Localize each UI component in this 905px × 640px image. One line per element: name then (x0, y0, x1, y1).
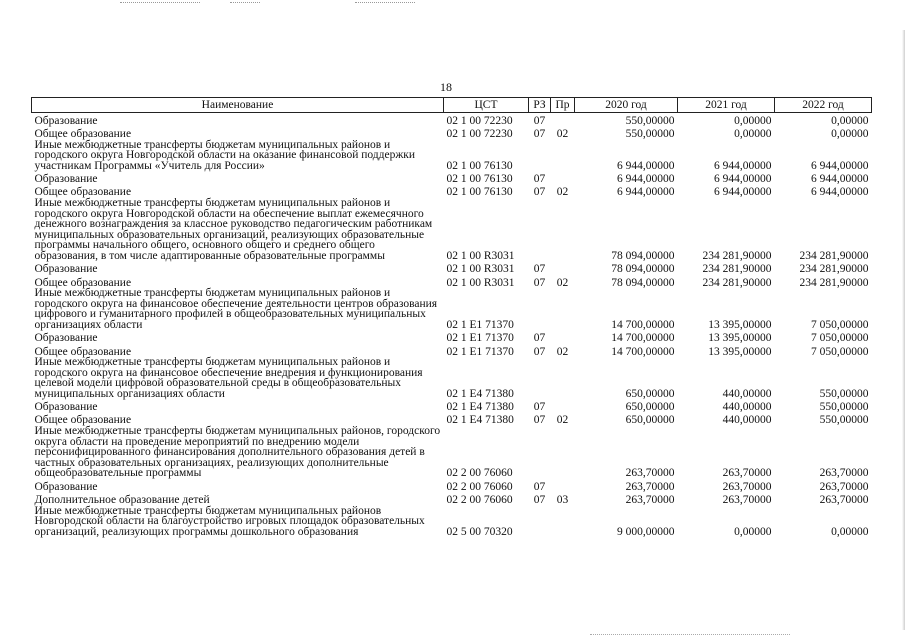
table-row (32, 171, 872, 184)
cell-y2022: 0,00000 (831, 114, 869, 127)
cell-y2021: 440,00000 (722, 401, 772, 414)
cell-cst: 02 1 E4 71380 (446, 414, 514, 427)
cell-rz: 07 (533, 173, 546, 186)
cell-y2020: 78 094,00000 (611, 276, 675, 289)
cell-y2020: 263,70000 (625, 480, 675, 493)
cell-name: Образование (34, 263, 98, 276)
cell-pr (551, 198, 575, 262)
col-header-2022: 2022 год (775, 98, 872, 113)
cell-y2021: 13 395,00000 (708, 345, 772, 358)
cell-y2020: 9 000,00000 (617, 525, 675, 538)
cell-y2020: 650,00000 (625, 414, 675, 427)
cell-name: Общее образование (34, 128, 132, 140)
cell-rz (529, 288, 551, 330)
cell-pr (551, 399, 575, 412)
cell-y2022: 6 944,00000 (811, 173, 869, 186)
cell-rz (529, 140, 551, 172)
cell-y2020: 650,00000 (625, 401, 675, 414)
cell-y2021: 0,00000 (734, 114, 772, 127)
cell-y2022: 263,70000 (819, 467, 869, 480)
cell-name: Иные межбюджетные трансферты бюджетам муниципальных районов Новгородской области на благоустройство игровых площадок образовательных организаций, реализующих программы дошкольного образования (34, 504, 425, 538)
table-row (32, 275, 872, 288)
cell-y2022: 6 944,00000 (811, 159, 869, 172)
cell-name: Образование (34, 173, 98, 186)
cell-rz: 07 (533, 401, 546, 414)
cell-cst: 02 2 00 76060 (446, 494, 513, 507)
table-row (32, 506, 872, 538)
cell-y2020: 14 700,00000 (611, 345, 675, 358)
cell-y2020: 263,70000 (625, 494, 675, 507)
cell-y2022: 550,00000 (819, 401, 869, 414)
table-row (32, 113, 872, 127)
cell-y2022: 234 281,90000 (799, 276, 869, 289)
cell-y2020: 550,00000 (625, 128, 675, 140)
cell-name: Иные межбюджетные трансферты бюджетам муниципальных районов и городского округа на финансовое обеспечение внедрения и функционирования целевой модели цифровой образовательной среды в общеобразовательных муниципальных организациях области (34, 356, 423, 400)
table-row (32, 426, 872, 479)
cell-cst: 02 1 00 76130 (446, 186, 513, 199)
cell-y2021: 0,00000 (734, 128, 772, 140)
table-row (32, 185, 872, 198)
cell-name: Дополнительное образование детей (34, 494, 210, 507)
table-row (32, 344, 872, 357)
cell-pr: 02 (556, 414, 569, 427)
cell-name: Образование (34, 114, 98, 127)
cell-y2021: 6 944,00000 (714, 186, 772, 199)
cell-y2021: 234 281,90000 (702, 249, 772, 262)
cell-cst: 02 1 E1 71370 (446, 318, 514, 331)
cell-name: Иные межбюджетные трансферты бюджетам муниципальных районов и городского округа Новгородской области на оказание финансовой поддержки участникам Программы «Учитель для России» (34, 138, 416, 172)
table-header-row (32, 98, 872, 113)
cell-y2020: 78 094,00000 (611, 263, 675, 276)
table-row (32, 479, 872, 492)
cell-y2022: 6 944,00000 (811, 186, 869, 199)
cell-y2022: 263,70000 (819, 494, 869, 507)
scan-artifact (355, 2, 415, 5)
cell-y2020: 263,70000 (625, 467, 675, 480)
cell-cst: 02 5 00 70320 (446, 525, 513, 538)
cell-cst: 02 1 E1 71370 (446, 332, 514, 345)
cell-y2022: 0,00000 (831, 128, 869, 140)
cell-y2022: 0,00000 (831, 525, 869, 538)
cell-y2020: 6 944,00000 (617, 159, 675, 172)
cell-cst: 02 1 00 R3031 (446, 263, 515, 276)
table-row (32, 262, 872, 275)
cell-rz (529, 426, 551, 479)
cell-y2021: 234 281,90000 (702, 276, 772, 289)
cell-pr (551, 479, 575, 492)
cell-rz: 07 (533, 414, 546, 427)
cell-rz: 07 (533, 263, 546, 276)
cell-name: Общее образование (34, 345, 132, 358)
cell-y2021: 440,00000 (722, 414, 772, 427)
cell-name: Иные межбюджетные трансферты бюджетам муниципальных районов и городского округа на финансовое обеспечение деятельности центров образования цифрового и гуманитарного профилей в общеобразовательных муниципальных организациях области (34, 287, 438, 331)
cell-y2021: 0,00000 (734, 525, 772, 538)
col-header-pr: Пр (551, 98, 575, 113)
cell-y2021: 263,70000 (722, 480, 772, 493)
budget-table (31, 97, 872, 537)
cell-pr (551, 288, 575, 330)
cell-y2020: 650,00000 (625, 387, 675, 400)
col-header-name: Наименование (32, 98, 444, 113)
table-row (32, 198, 872, 262)
cell-y2020: 14 700,00000 (611, 318, 675, 331)
cell-rz (529, 198, 551, 262)
table-row (32, 357, 872, 399)
cell-y2020: 6 944,00000 (617, 173, 675, 186)
cell-pr: 03 (556, 494, 569, 507)
cell-rz: 07 (533, 345, 546, 358)
cell-y2021: 263,70000 (722, 467, 772, 480)
cell-name: Иные межбюджетные трансферты бюджетам муниципальных районов и городского округа Новгородской области на обеспечение выплат ежемесячного денежного вознаграждения за классное руководство педагогическим работникам муниципальных образовательных организаций, реализующих образовательные программы начального общего, основного общего и среднего общего образования, в том числе адаптированные образовательные программы (34, 196, 433, 262)
cell-y2021: 263,70000 (722, 494, 772, 507)
cell-cst: 02 1 E4 71380 (446, 387, 514, 400)
cell-y2021: 13 395,00000 (708, 332, 772, 345)
cell-name: Иные межбюджетные трансферты бюджетам муниципальных районов, городского округа области на проведение мероприятий по внедрению модели персонифицированного финансирования дополнительного образования детей в частных образовательных организациях, реализующих дополнительные общеобразовательные программы (34, 425, 441, 480)
cell-y2020: 78 094,00000 (611, 249, 675, 262)
cell-y2022: 7 050,00000 (811, 332, 869, 345)
table-row (32, 492, 872, 505)
cell-y2022: 234 281,90000 (799, 263, 869, 276)
cell-rz: 07 (533, 276, 546, 289)
cell-name: Общее образование (34, 276, 132, 289)
cell-pr: 02 (556, 186, 569, 199)
cell-cst: 02 1 E1 71370 (446, 345, 514, 358)
cell-pr: 02 (556, 276, 569, 289)
table-row (32, 140, 872, 172)
table-row (32, 331, 872, 344)
cell-rz: 07 (533, 480, 546, 493)
cell-y2022: 234 281,90000 (799, 249, 869, 262)
cell-pr (551, 113, 575, 127)
col-header-cst: ЦСТ (444, 98, 529, 113)
cell-y2020: 550,00000 (625, 114, 675, 127)
cell-pr: 02 (556, 128, 569, 140)
cell-pr (551, 331, 575, 344)
cell-y2021: 440,00000 (722, 387, 772, 400)
cell-y2022: 7 050,00000 (811, 345, 869, 358)
cell-y2021: 6 944,00000 (714, 159, 772, 172)
cell-cst: 02 2 00 76060 (446, 480, 513, 493)
cell-cst: 02 1 00 R3031 (446, 276, 515, 289)
cell-rz: 07 (533, 186, 546, 199)
cell-pr (551, 171, 575, 184)
cell-rz (529, 357, 551, 399)
scan-artifact (120, 2, 200, 5)
scan-artifact (230, 2, 260, 5)
cell-name: Общее образование (34, 186, 132, 199)
table-row (32, 126, 872, 139)
cell-y2022: 263,70000 (819, 480, 869, 493)
page-number: 18 (440, 80, 452, 94)
table-row (32, 288, 872, 330)
cell-cst: 02 1 00 R3031 (446, 249, 515, 262)
cell-y2020: 14 700,00000 (611, 332, 675, 345)
cell-cst: 02 1 00 76130 (446, 173, 513, 186)
cell-y2022: 550,00000 (819, 414, 869, 427)
table-row (32, 399, 872, 412)
cell-pr (551, 262, 575, 275)
cell-y2022: 7 050,00000 (811, 318, 869, 331)
col-header-rz: РЗ (529, 98, 551, 113)
cell-rz: 07 (533, 494, 546, 507)
cell-pr (551, 140, 575, 172)
cell-name: Образование (34, 480, 98, 493)
cell-pr (551, 506, 575, 538)
cell-y2021: 6 944,00000 (714, 173, 772, 186)
cell-pr (551, 357, 575, 399)
col-header-2020: 2020 год (575, 98, 678, 113)
cell-name: Образование (34, 332, 98, 345)
cell-cst: 02 1 E4 71380 (446, 401, 514, 414)
cell-y2021: 234 281,90000 (702, 263, 772, 276)
cell-cst: 02 1 00 72230 (446, 128, 513, 140)
cell-cst: 02 1 00 72230 (446, 114, 513, 127)
cell-rz: 07 (533, 332, 546, 345)
cell-cst: 02 2 00 76060 (446, 467, 513, 480)
cell-rz: 07 (533, 114, 546, 127)
table-row (32, 413, 872, 426)
col-header-2021: 2021 год (678, 98, 775, 113)
cell-y2020: 6 944,00000 (617, 186, 675, 199)
cell-pr (551, 426, 575, 479)
cell-y2021: 13 395,00000 (708, 318, 772, 331)
cell-name: Образование (34, 401, 98, 414)
scan-artifact (590, 634, 790, 637)
cell-name: Общее образование (34, 414, 132, 427)
cell-rz: 07 (533, 128, 546, 140)
cell-cst: 02 1 00 76130 (446, 159, 513, 172)
cell-y2022: 550,00000 (819, 387, 869, 400)
cell-rz (529, 506, 551, 538)
cell-pr: 02 (556, 345, 569, 358)
